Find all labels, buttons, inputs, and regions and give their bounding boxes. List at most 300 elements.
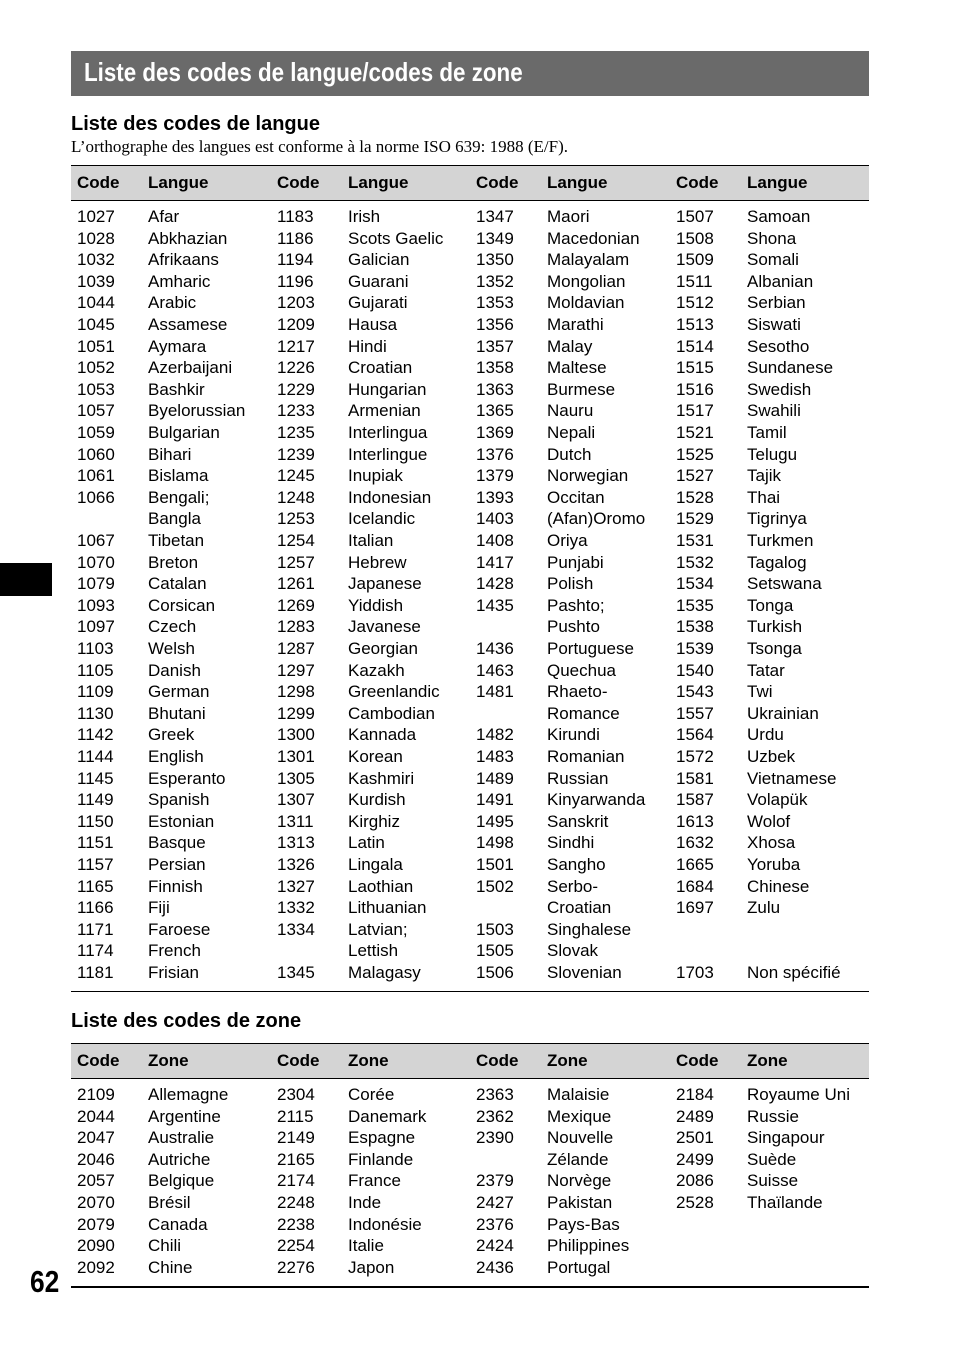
language-code-cell: 1067 — [77, 531, 115, 550]
language-name-cell: Tibetan — [148, 531, 205, 550]
zone-header-cell: Zone — [547, 1051, 588, 1070]
language-name-cell: Sundanese — [747, 358, 834, 378]
language-table-row — [71, 508, 869, 530]
language-code-cell: 1130 — [77, 703, 114, 723]
language-table-row — [71, 768, 869, 790]
language-code-cell: 1557 — [676, 703, 714, 723]
language-name-cell: Maori — [547, 207, 590, 226]
language-code-cell: 1393 — [476, 487, 514, 507]
language-name-cell: Sindhi — [547, 833, 595, 853]
language-name-cell: Lingala — [348, 855, 403, 874]
language-code-cell: 1483 — [476, 747, 514, 766]
language-code-cell: 1194 — [277, 250, 314, 270]
language-name-cell: Nepali — [547, 423, 596, 442]
zone-name-cell: Pays-Bas — [547, 1214, 620, 1234]
language-code-cell: 1463 — [476, 660, 514, 680]
language-header-cell: Code — [77, 173, 120, 192]
language-code-cell: 1428 — [476, 574, 514, 594]
language-name-cell: Pushto — [547, 617, 600, 637]
language-name-cell: Malay — [547, 336, 593, 356]
zone-code-cell: 2174 — [277, 1171, 315, 1191]
language-name-cell: Inupiak — [348, 466, 403, 486]
language-name-cell: Frisian — [148, 963, 200, 982]
language-name-cell: Russian — [547, 768, 609, 788]
language-code-cell: 1511 — [676, 271, 713, 291]
zone-name-cell: Thaïlande — [747, 1193, 823, 1212]
language-name-cell: Danish — [148, 660, 201, 680]
language-code-cell: 1299 — [277, 703, 315, 723]
language-code-cell: 1369 — [476, 423, 514, 442]
zone-name-cell: Danemark — [348, 1106, 427, 1126]
language-name-cell: Greenlandic — [348, 682, 440, 702]
zone-name-cell: Indonésie — [348, 1214, 422, 1234]
language-name-cell: Azerbaijani — [148, 358, 233, 378]
language-name-cell: Estonian — [148, 811, 215, 831]
language-name-cell: Catalan — [148, 574, 207, 594]
zone-table-row — [71, 1214, 869, 1236]
language-name-cell: Urdu — [747, 725, 784, 745]
language-code-cell: 1261 — [277, 574, 315, 594]
language-header-cell: Langue — [148, 173, 209, 192]
language-name-cell: Tigrinya — [747, 509, 807, 529]
zone-name-cell: Singapour — [747, 1128, 825, 1148]
page-number: 62 — [30, 1264, 60, 1299]
language-code-cell: 1186 — [277, 228, 314, 248]
language-name-cell: Italian — [348, 531, 394, 550]
language-code-cell: 1516 — [676, 379, 714, 399]
language-code-cell: 1408 — [476, 531, 514, 550]
language-name-cell: Hebrew — [348, 552, 407, 572]
language-name-cell: Moldavian — [547, 293, 625, 313]
language-name-cell: English — [148, 747, 204, 766]
language-name-cell: Amharic — [148, 271, 211, 291]
language-name-cell: Serbian — [747, 293, 806, 313]
zone-code-cell: 2390 — [476, 1128, 514, 1148]
zone-code-cell: 2115 — [277, 1106, 314, 1126]
language-table-row — [71, 487, 869, 509]
language-code-cell: 1313 — [277, 833, 315, 853]
language-code-cell: 1525 — [676, 444, 714, 464]
language-code-cell: 1181 — [77, 963, 114, 982]
language-table-row — [71, 746, 869, 768]
zone-code-cell: 2528 — [676, 1193, 714, 1212]
language-table-row — [71, 422, 869, 444]
language-code-cell: 1150 — [77, 811, 114, 831]
language-name-cell: Scots Gaelic — [348, 228, 444, 248]
language-name-cell: Turkmen — [747, 531, 814, 550]
language-code-cell: 1357 — [476, 336, 514, 356]
zone-table-row — [71, 1149, 869, 1171]
zone-code-cell: 2109 — [77, 1085, 115, 1104]
language-name-cell: Sesotho — [747, 336, 810, 356]
zone-name-cell: Italie — [348, 1236, 384, 1256]
language-code-cell: 1356 — [476, 315, 514, 334]
language-name-cell: Kirundi — [547, 725, 600, 745]
language-name-cell: Korean — [348, 747, 403, 766]
language-name-cell: Assamese — [148, 315, 228, 334]
language-code-cell: 1535 — [676, 595, 714, 615]
language-code-cell: 1564 — [676, 725, 714, 745]
language-code-cell: 1226 — [277, 358, 315, 378]
language-code-cell: 1528 — [676, 487, 714, 507]
language-code-cell: 1350 — [476, 250, 514, 270]
language-name-cell: Bangla — [148, 509, 201, 529]
language-code-cell: 1538 — [676, 617, 714, 637]
language-code-cell: 1298 — [277, 682, 315, 702]
language-table-row — [71, 465, 869, 487]
zone-header-cell: Code — [277, 1051, 320, 1070]
language-name-cell: Corsican — [148, 595, 216, 615]
zone-name-cell: Australie — [148, 1128, 215, 1148]
zone-codes-heading: Liste des codes de zone — [71, 1010, 302, 1032]
language-code-cell: 1142 — [77, 725, 114, 745]
language-code-cell: 1403 — [476, 509, 514, 529]
language-name-cell: Bengali; — [148, 487, 210, 507]
zone-name-cell: Chine — [148, 1257, 193, 1277]
language-code-cell: 1581 — [676, 768, 714, 788]
language-code-cell: 1066 — [77, 487, 115, 507]
language-table-row — [71, 616, 869, 638]
zone-table-row — [71, 1192, 869, 1214]
zone-header-cell: Zone — [148, 1051, 189, 1070]
language-code-cell: 1332 — [277, 898, 315, 918]
language-code-cell: 1245 — [277, 466, 315, 486]
language-code-cell: 1353 — [476, 293, 514, 313]
language-code-cell: 1157 — [77, 855, 114, 874]
language-code-cell: 1613 — [676, 811, 714, 831]
language-name-cell: Norwegian — [547, 466, 629, 486]
language-name-cell: Dutch — [547, 444, 592, 464]
language-name-cell: Tonga — [747, 595, 794, 615]
language-name-cell: Fiji — [148, 898, 170, 918]
language-name-cell: Cambodian — [348, 703, 435, 723]
language-name-cell: Galician — [348, 250, 410, 270]
language-name-cell: Sangho — [547, 855, 606, 874]
language-table-row — [71, 400, 869, 422]
language-code-cell: 1045 — [77, 315, 115, 334]
language-code-cell: 1509 — [676, 250, 714, 270]
language-code-cell: 1059 — [77, 423, 115, 442]
language-name-cell: Samoan — [747, 207, 811, 226]
language-name-cell: Occitan — [547, 487, 605, 507]
language-code-cell: 1311 — [277, 811, 314, 831]
language-table-row — [71, 357, 869, 379]
language-name-cell: Yoruba — [747, 855, 801, 874]
language-code-cell: 1697 — [676, 898, 714, 918]
zone-code-cell: 2499 — [676, 1149, 714, 1169]
language-name-cell: Non spécifié — [747, 963, 841, 982]
language-table-row — [71, 249, 869, 271]
language-code-cell: 1057 — [77, 401, 115, 421]
language-code-cell: 1051 — [77, 336, 115, 356]
zone-name-cell: Corée — [348, 1085, 395, 1104]
language-table-row — [71, 530, 869, 552]
language-code-cell: 1358 — [476, 358, 514, 378]
language-code-cell: 1489 — [476, 768, 514, 788]
language-codes-heading: Liste des codes de langue — [71, 113, 320, 135]
language-name-cell: Esperanto — [148, 768, 226, 788]
language-table-row — [71, 271, 869, 293]
language-name-cell: Armenian — [348, 401, 421, 421]
language-table-row — [71, 789, 869, 811]
zone-name-cell: Belgique — [148, 1171, 215, 1191]
zone-header-cell: Code — [676, 1051, 719, 1070]
language-code-cell: 1196 — [277, 271, 314, 291]
language-name-cell: Kurdish — [348, 790, 406, 810]
language-code-cell: 1235 — [277, 423, 315, 442]
language-name-cell: Burmese — [547, 379, 616, 399]
language-name-cell: Vietnamese — [747, 768, 837, 788]
language-code-cell: 1217 — [277, 336, 315, 356]
language-code-cell: 1531 — [676, 531, 714, 550]
zone-code-cell: 2489 — [676, 1106, 714, 1126]
language-header-cell: Langue — [747, 173, 808, 192]
language-name-cell: Czech — [148, 617, 197, 637]
zone-name-cell: Nouvelle — [547, 1128, 614, 1148]
language-name-cell: Lettish — [348, 941, 399, 961]
zone-name-cell: Malaisie — [547, 1085, 610, 1104]
language-name-cell: Volapük — [747, 790, 808, 810]
language-code-cell: 1495 — [476, 811, 514, 831]
language-code-cell: 1327 — [277, 876, 315, 896]
page-title-bar — [71, 51, 869, 96]
language-name-cell: Hindi — [348, 336, 387, 356]
language-code-cell: 1166 — [77, 898, 114, 918]
language-name-cell: Shona — [747, 228, 797, 248]
language-name-cell: Kirghiz — [348, 811, 400, 831]
language-code-cell: 1684 — [676, 876, 714, 896]
zone-code-cell: 2184 — [676, 1085, 714, 1104]
language-name-cell: Chinese — [747, 876, 810, 896]
zone-header-cell: Zone — [747, 1051, 788, 1070]
zone-name-cell: Brésil — [148, 1193, 191, 1212]
language-code-cell: 1144 — [77, 747, 114, 766]
language-code-cell: 1297 — [277, 660, 315, 680]
language-name-cell: Bihari — [148, 444, 192, 464]
language-name-cell: Macedonian — [547, 228, 640, 248]
zone-code-cell: 2238 — [277, 1214, 315, 1234]
language-name-cell: Siswati — [747, 315, 801, 334]
language-name-cell: Latin — [348, 833, 385, 853]
language-table-row — [71, 379, 869, 401]
language-code-cell: 1349 — [476, 228, 514, 248]
language-table-row — [71, 897, 869, 919]
language-header-cell: Langue — [547, 173, 608, 192]
language-name-cell: Kannada — [348, 725, 417, 745]
zone-name-cell: Royaume Uni — [747, 1085, 850, 1104]
language-name-cell: Aymara — [148, 336, 207, 356]
zone-code-cell: 2248 — [277, 1193, 315, 1212]
language-name-cell: Finnish — [148, 876, 203, 896]
language-name-cell: Basque — [148, 833, 206, 853]
zone-name-cell: Argentine — [148, 1106, 221, 1126]
language-name-cell: Ukrainian — [747, 703, 819, 723]
language-code-cell: 1506 — [476, 963, 514, 982]
language-name-cell: Afrikaans — [148, 250, 219, 270]
language-header-cell: Code — [277, 173, 320, 192]
zone-table-row — [71, 1106, 869, 1128]
zone-name-cell: France — [348, 1171, 401, 1191]
zone-name-cell: Russie — [747, 1106, 799, 1126]
language-code-cell: 1515 — [676, 358, 714, 378]
language-name-cell: Sanskrit — [547, 811, 609, 831]
language-name-cell: Bulgarian — [148, 423, 220, 442]
zone-code-cell: 2376 — [476, 1214, 514, 1234]
language-table-row — [71, 292, 869, 314]
zone-header-cell: Zone — [348, 1051, 389, 1070]
zone-header-cell: Code — [77, 1051, 120, 1070]
language-name-cell: Oriya — [547, 531, 588, 550]
zone-code-cell: 2047 — [77, 1128, 115, 1148]
language-code-cell: 1248 — [277, 487, 315, 507]
language-name-cell: Arabic — [148, 293, 197, 313]
language-name-cell: Pashto; — [547, 595, 605, 615]
language-name-cell: Mongolian — [547, 271, 626, 291]
language-name-cell: Laothian — [348, 876, 414, 896]
language-name-cell: Afar — [148, 207, 180, 226]
language-code-cell: 1498 — [476, 833, 514, 853]
language-code-cell: 1501 — [476, 855, 514, 874]
language-code-cell: 1079 — [77, 574, 115, 594]
zone-code-cell: 2276 — [277, 1257, 315, 1277]
zone-code-cell: 2070 — [77, 1193, 115, 1212]
language-name-cell: Gujarati — [348, 293, 408, 313]
language-code-cell: 1503 — [476, 919, 514, 939]
language-table-row — [71, 552, 869, 574]
language-code-cell: 1502 — [476, 876, 514, 896]
language-name-cell: Zulu — [747, 898, 781, 918]
language-name-cell: German — [148, 682, 210, 702]
language-code-cell: 1539 — [676, 639, 714, 658]
language-table-row — [71, 681, 869, 703]
language-name-cell: Tajik — [747, 466, 782, 486]
language-name-cell: Marathi — [547, 315, 604, 334]
language-code-cell: 1521 — [676, 423, 714, 442]
language-code-cell: 1165 — [77, 876, 114, 896]
language-code-cell: 1491 — [476, 790, 514, 810]
page-title: Liste des codes de langue/codes de zone — [84, 57, 523, 87]
language-code-cell: 1376 — [476, 444, 514, 464]
language-name-cell: Slovenian — [547, 963, 622, 982]
language-name-cell: Bislama — [148, 466, 209, 486]
language-table-row — [71, 919, 869, 941]
language-table-row — [71, 206, 869, 228]
language-code-cell: 1044 — [77, 293, 115, 313]
language-name-cell: Quechua — [547, 660, 616, 680]
language-name-cell: Yiddish — [348, 595, 404, 615]
language-name-cell: Tagalog — [747, 552, 807, 572]
zone-code-cell: 2057 — [77, 1171, 115, 1191]
language-name-cell: Romance — [547, 703, 620, 723]
language-code-cell: 1027 — [77, 207, 115, 226]
language-code-cell: 1239 — [277, 444, 315, 464]
language-code-cell: 1105 — [77, 660, 114, 680]
language-code-cell: 1481 — [476, 682, 514, 702]
language-code-cell: 1512 — [676, 293, 714, 313]
language-name-cell: Lithuanian — [348, 898, 427, 918]
language-code-cell: 1209 — [277, 315, 315, 334]
language-table-row — [71, 832, 869, 854]
zone-code-cell: 2079 — [77, 1214, 115, 1234]
zone-name-cell: Suède — [747, 1149, 797, 1169]
language-name-cell: Albanian — [747, 271, 814, 291]
language-code-cell: 1149 — [77, 790, 114, 810]
language-code-cell: 1300 — [277, 725, 315, 745]
zone-header-cell: Code — [476, 1051, 519, 1070]
language-code-cell: 1436 — [476, 639, 514, 658]
language-table-row — [71, 660, 869, 682]
language-table-row — [71, 573, 869, 595]
language-header-cell: Langue — [348, 173, 409, 192]
zone-code-cell: 2086 — [676, 1171, 714, 1191]
language-code-cell: 1145 — [77, 768, 114, 788]
zone-name-cell: Portugal — [547, 1257, 611, 1277]
zone-name-cell: Espagne — [348, 1128, 416, 1148]
language-name-cell: Malayalam — [547, 250, 630, 270]
language-code-cell: 1254 — [277, 531, 315, 550]
language-name-cell: Maltese — [547, 358, 607, 378]
language-code-cell: 1572 — [676, 747, 714, 766]
language-table-row — [71, 811, 869, 833]
language-name-cell: Kashmiri — [348, 768, 415, 788]
language-table-row — [71, 444, 869, 466]
section-tab-marker — [0, 563, 52, 596]
zone-code-cell: 2165 — [277, 1149, 315, 1169]
language-code-cell: 1061 — [77, 466, 115, 486]
zone-code-cell: 2254 — [277, 1236, 315, 1256]
language-code-cell: 1257 — [277, 552, 315, 572]
language-name-cell: Telugu — [747, 444, 798, 464]
language-name-cell: Romanian — [547, 747, 625, 766]
zone-code-cell: 2304 — [277, 1085, 315, 1104]
language-name-cell: Japanese — [348, 574, 422, 594]
zone-code-cell: 2436 — [476, 1257, 514, 1277]
language-code-cell: 1109 — [77, 682, 114, 702]
zone-name-cell: Suisse — [747, 1171, 799, 1191]
language-code-cell: 1703 — [676, 963, 714, 982]
language-table-row — [71, 638, 869, 660]
language-name-cell: Abkhazian — [148, 228, 228, 248]
language-name-cell: Byelorussian — [148, 401, 246, 421]
language-name-cell: Persian — [148, 855, 206, 874]
language-name-cell: Turkish — [747, 617, 803, 637]
language-code-cell: 1028 — [77, 228, 115, 248]
language-name-cell: Interlingue — [348, 444, 428, 464]
language-name-cell: Irish — [348, 207, 381, 226]
zone-table-row — [71, 1170, 869, 1192]
zone-code-cell: 2363 — [476, 1085, 514, 1104]
language-name-cell: Serbo- — [547, 876, 599, 896]
language-name-cell: Greek — [148, 725, 195, 745]
language-code-cell: 1527 — [676, 466, 714, 486]
language-name-cell: Xhosa — [747, 833, 796, 853]
language-name-cell: Nauru — [547, 401, 594, 421]
language-code-cell: 1363 — [476, 379, 514, 399]
language-name-cell: Singhalese — [547, 919, 632, 939]
language-table-row — [71, 962, 869, 984]
language-name-cell: Thai — [747, 487, 781, 507]
language-name-cell: Georgian — [348, 639, 418, 658]
zone-name-cell: Japon — [348, 1257, 395, 1277]
language-code-cell: 1543 — [676, 682, 714, 702]
language-code-cell: 1151 — [77, 833, 114, 853]
language-name-cell: Uzbek — [747, 747, 796, 766]
language-code-cell: 1379 — [476, 466, 514, 486]
language-name-cell: Welsh — [148, 639, 195, 658]
language-code-cell: 1174 — [77, 941, 114, 961]
zone-name-cell: Inde — [348, 1193, 382, 1212]
language-name-cell: Javanese — [348, 617, 421, 637]
